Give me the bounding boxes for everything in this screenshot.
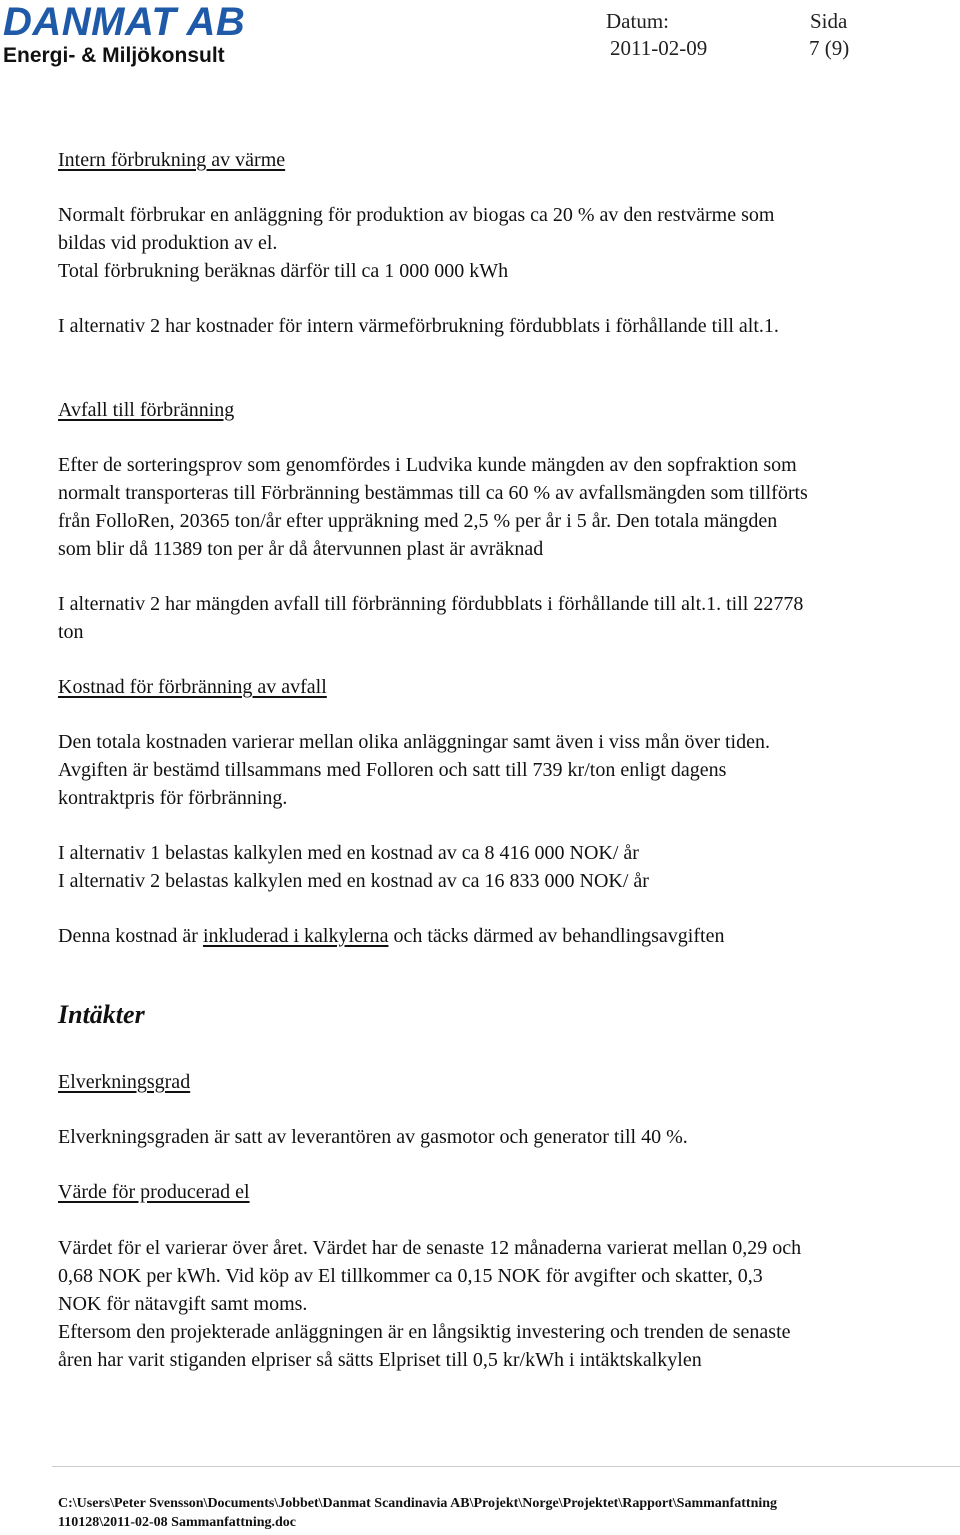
section-heading-kostnad: Kostnad för förbränning av avfall xyxy=(58,676,327,698)
paragraph-line: som blir då 11389 ton per år då återvunnen plast är avräknad xyxy=(58,538,544,560)
paragraph-line: I alternativ 1 belastas kalkylen med en kostnad av ca 8 416 000 NOK/ år xyxy=(58,842,639,864)
paragraph-line: NOK för nätavgift samt moms. xyxy=(58,1293,308,1315)
company-tagline: Energi- & Miljökonsult xyxy=(3,44,225,67)
paragraph-line: Total förbrukning beräknas därför till ca 1 000 000 kWh xyxy=(58,260,509,282)
text-span: Denna kostnad är xyxy=(58,925,203,947)
page-number: 7 (9) xyxy=(809,36,850,60)
footer-path-line: C:\Users\Peter Svensson\Documents\Jobbet\Danmat Scandinavia AB\Projekt\Norge\Projektet\Rapport\Sammanfattning xyxy=(58,1496,778,1511)
paragraph-line: Normalt förbrukar en anläggning för produktion av biogas ca 20 % av den restvärme som xyxy=(58,204,775,226)
page-label: Sida xyxy=(810,9,848,33)
date-value: 2011-02-09 xyxy=(610,36,708,60)
main-heading-intakter: Intäkter xyxy=(58,1000,145,1029)
section-heading-elverkningsgrad: Elverkningsgrad xyxy=(58,1071,191,1093)
footer-path-line: 110128\2011-02-08 Sammanfattning.doc xyxy=(58,1515,297,1530)
underlined-emphasis: inkluderad i kalkylerna xyxy=(202,925,389,947)
date-label: Datum: xyxy=(606,9,669,33)
paragraph-line: Elverkningsgraden är satt av leverantören av gasmotor och generator till 40 %. xyxy=(58,1126,688,1148)
paragraph-line: 0,68 NOK per kWh. Vid köp av El tillkommer ca 0,15 NOK för avgifter och skatter, 0,3 xyxy=(58,1265,763,1287)
section-heading-avfall: Avfall till förbränning xyxy=(58,399,235,421)
paragraph-line: Avgiften är bestämd tillsammans med Folloren och satt till 739 kr/ton enligt dagens xyxy=(58,759,727,781)
paragraph-line: åren har varit stiganden elpriser så sätts Elpriset till 0,5 kr/kWh i intäktskalkylen xyxy=(58,1349,702,1371)
paragraph-line: från FolloRen, 20365 ton/år efter uppräkning med 2,5 % per år i 5 år. Den totala mängden xyxy=(58,510,778,532)
paragraph-line: Efter de sorteringsprov som genomfördes i Ludvika kunde mängden av den sopfraktion som xyxy=(58,454,797,476)
paragraph-line xyxy=(58,922,724,950)
paragraph-line: Eftersom den projekterade anläggningen är en långsiktig investering och trenden de senaste xyxy=(58,1321,791,1343)
paragraph-line: normalt transporteras till Förbränning bestämmas till ca 60 % av avfallsmängden som tillförts xyxy=(58,482,808,504)
paragraph-line: kontraktpris för förbränning. xyxy=(58,787,288,809)
company-name: DANMAT AB xyxy=(3,0,246,44)
paragraph-line: ton xyxy=(58,621,84,643)
section-heading-intern: Intern förbrukning av värme xyxy=(58,149,286,171)
company-logo xyxy=(3,2,245,68)
paragraph-line: I alternativ 2 har kostnader för intern värmeförbrukning fördubblats i förhållande till alt.1. xyxy=(58,315,779,337)
text-span: och täcks därmed av behandlingsavgiften xyxy=(388,925,725,947)
footer-file-path xyxy=(58,1494,777,1532)
paragraph-line: I alternativ 2 har mängden avfall till förbränning fördubblats i förhållande till alt.1. till 22778 xyxy=(58,593,804,615)
section-heading-varde: Värde för producerad el xyxy=(58,1181,250,1203)
footer-divider xyxy=(52,1466,960,1467)
paragraph-line: I alternativ 2 belastas kalkylen med en kostnad av ca 16 833 000 NOK/ år xyxy=(58,870,649,892)
paragraph-line: bildas vid produktion av el. xyxy=(58,232,278,254)
paragraph-line: Värdet för el varierar över året. Värdet har de senaste 12 månaderna varierat mellan 0,29 och xyxy=(58,1237,802,1259)
paragraph-line: Den totala kostnaden varierar mellan olika anläggningar samt även i viss mån över tiden. xyxy=(58,731,770,753)
